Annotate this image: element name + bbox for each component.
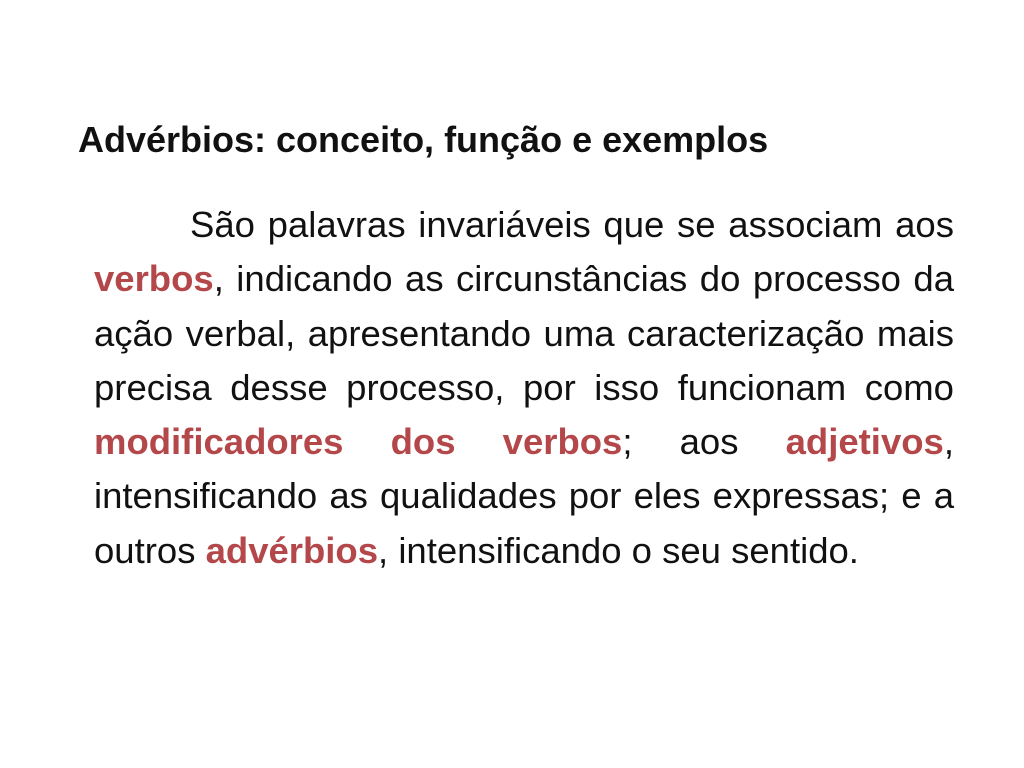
body-text: , indicando as circunstâncias do processo da ação verbal, apresentando uma caracterização mais precisa desse processo, por isso funcionam como (94, 258, 954, 408)
slide-body-paragraph (94, 198, 954, 578)
body-text: , intensificando as qualidades por eles expressas; e a outros (94, 421, 954, 571)
highlight-modificadores-dos-verbos: modificadores dos verbos (94, 421, 623, 463)
highlight-verbos: verbos (94, 258, 214, 300)
body-text: ; aos (622, 421, 786, 463)
slide-title: Advérbios: conceito, função e exemplos (78, 119, 769, 160)
body-text: , intensificando o seu sentido. (378, 529, 859, 571)
highlight-adverbios: advérbios (205, 529, 379, 571)
highlight-adjetivos: adjetivos (785, 421, 944, 463)
body-text: São palavras invariáveis que se associam aos (190, 204, 954, 245)
